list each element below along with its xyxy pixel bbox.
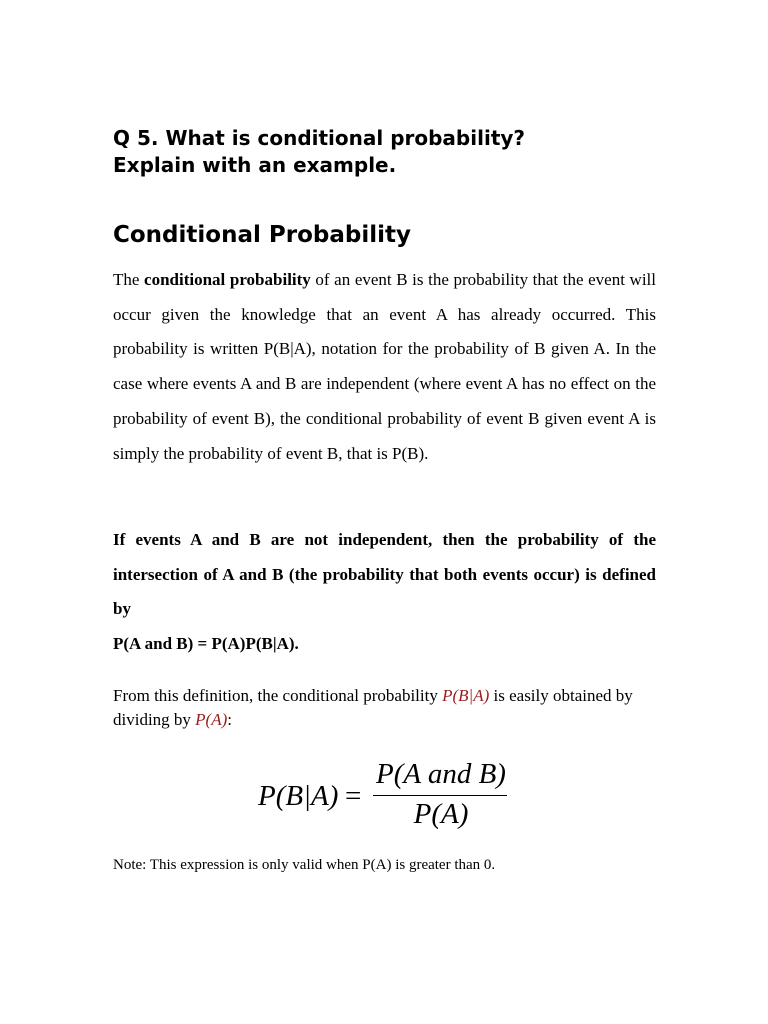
- formula-denominator: P(A): [413, 798, 469, 830]
- derivation-paragraph: [113, 684, 656, 732]
- inline-expression-pa: P(A): [195, 710, 228, 729]
- intersection-formula: P(A and B) = P(A)P(B|A).: [113, 634, 299, 654]
- question-line-2: Explain with an example.: [113, 153, 397, 177]
- inline-expression-conditional: P(B|A): [442, 686, 490, 705]
- formula-lhs: P(B|A): [258, 780, 339, 812]
- dependence-text: If events A and B are not independent, then the probability of the intersection of A and B (the probability that both events occur) is defined by: [113, 530, 656, 619]
- definition-paragraph: [113, 263, 656, 471]
- validity-note: Note: This expression is only valid when P(A) is greater than 0.: [113, 857, 496, 873]
- formula-equals: =: [345, 780, 362, 812]
- derivation-after: :: [227, 710, 232, 729]
- definition-term: conditional probability: [144, 270, 311, 289]
- fraction-bar: [373, 795, 507, 796]
- section-title: Conditional Probability: [113, 222, 411, 248]
- definition-body: of an event B is the probability that the event will occur given the knowledge that an event A has already occurred. This probability is written P(B|A), notation for the probability of B given A. In the case where events A and B are independent (where event A has no effect on the probability of event B), the conditional probability of event B given event A is simply the probability of event B, that is P(B).: [113, 270, 656, 463]
- derivation-before: From this definition, the conditional probability: [113, 686, 443, 705]
- question-line-1: Q 5. What is conditional probability?: [113, 126, 526, 150]
- formula-numerator: P(A and B): [376, 758, 506, 790]
- conditional-probability-formula: [258, 758, 518, 838]
- dependence-paragraph: [113, 523, 656, 662]
- question-heading: [113, 125, 656, 179]
- derivation-middle: is easily obtained by dividing by: [113, 686, 633, 729]
- definition-lead: The: [113, 270, 145, 289]
